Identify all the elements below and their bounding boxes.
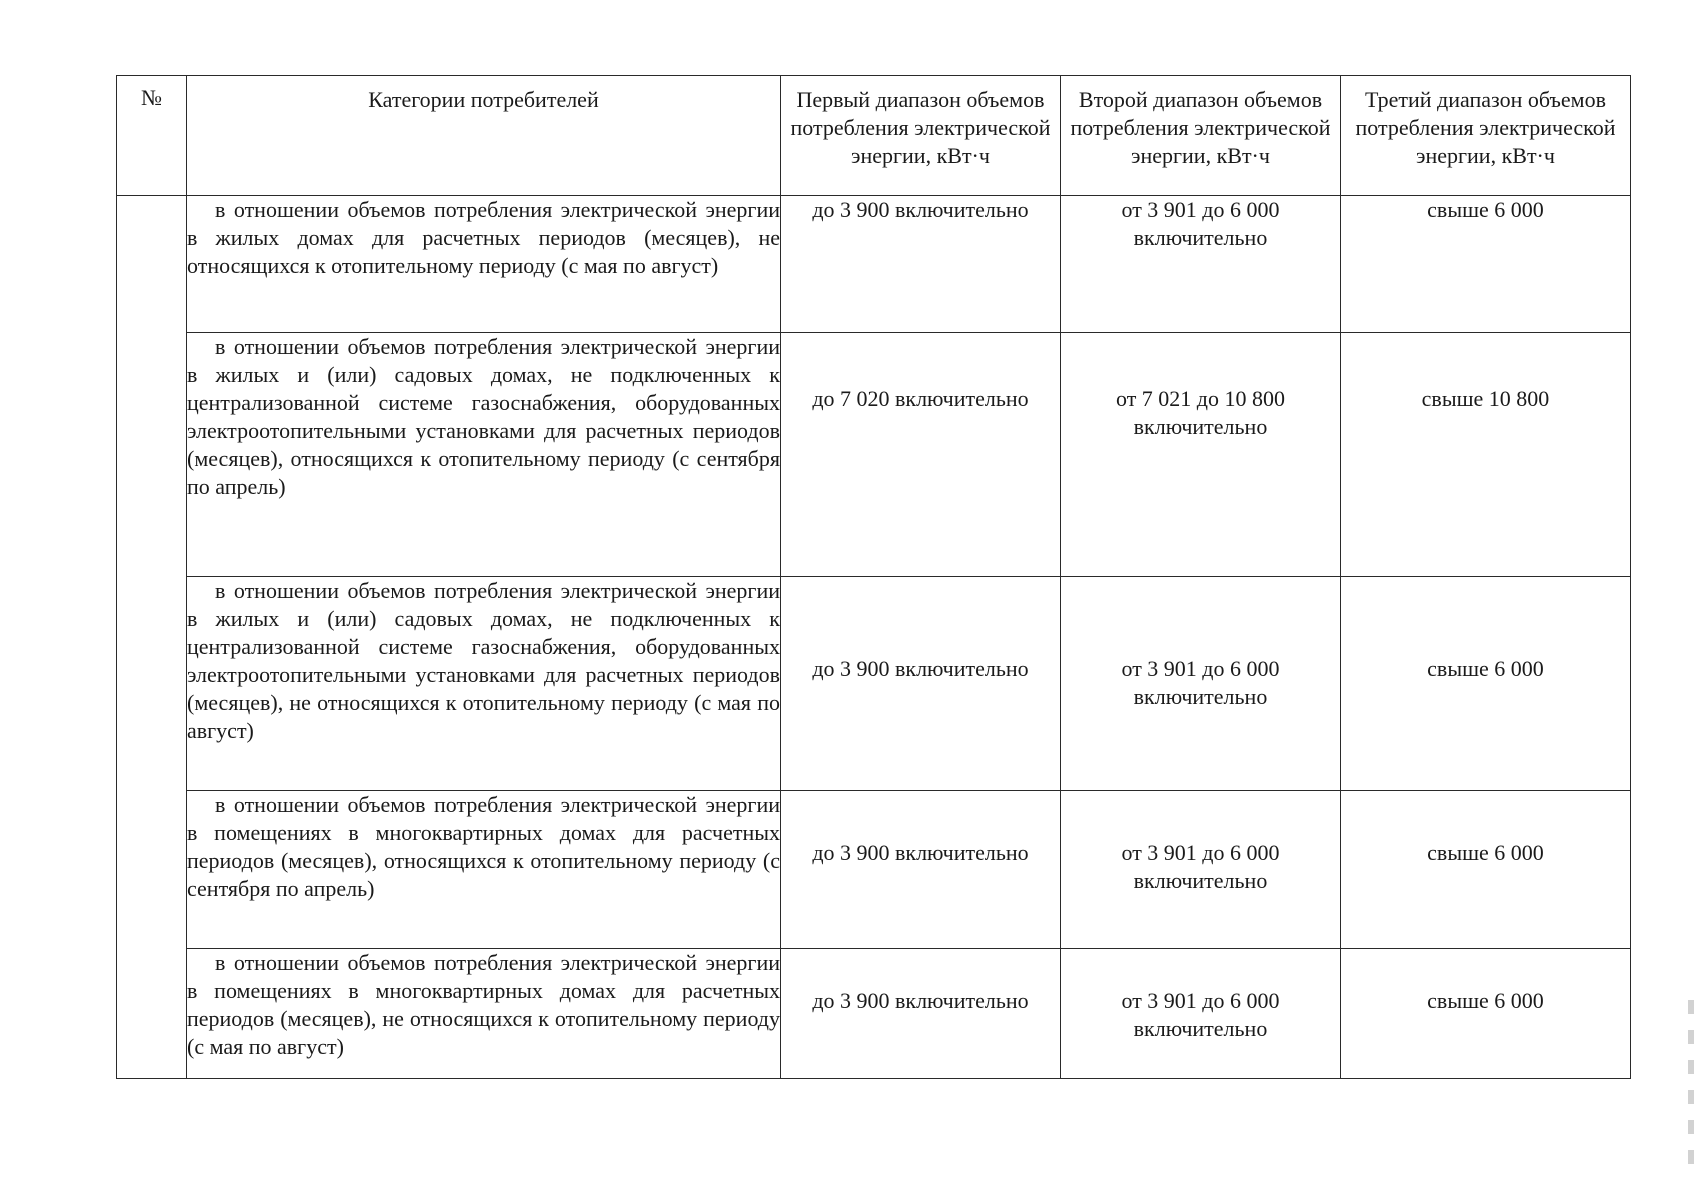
header-number: № [117,76,187,196]
row-number [117,196,187,333]
consumption-ranges-table [116,75,1631,1079]
scan-edge-artifact [1688,1000,1694,1180]
row-range-3: свыше 6 000 [1341,196,1631,333]
row-range-1: до 7 020 включительно [781,332,1061,576]
row-number [117,576,187,790]
row-range-2: от 3 901 до 6 000 включительно [1061,196,1341,333]
table-body [117,196,1631,1079]
table-row [117,576,1631,790]
row-category: в отношении объемов потребления электрической энергии в помещениях в многоквартирных домах для расчетных периодов (месяцев), не относящихся к отопительному периоду (с мая по август) [187,948,781,1079]
table-row [117,948,1631,1079]
table-row [117,790,1631,948]
row-range-1: до 3 900 включительно [781,196,1061,333]
header-category: Категории потребителей [187,76,781,196]
row-range-3: свыше 6 000 [1341,576,1631,790]
row-range-3: свыше 6 000 [1341,790,1631,948]
row-range-2: от 7 021 до 10 800 включительно [1061,332,1341,576]
row-range-3: свыше 10 800 [1341,332,1631,576]
row-range-1: до 3 900 включительно [781,576,1061,790]
row-category: в отношении объемов потребления электрической энергии в жилых и (или) садовых домах, не подключенных к централизованной системе газоснабжения, оборудованных электроотопительными установками для расчетных периодов (месяцев), не относящихся к отопительному периоду (с мая по август) [187,576,781,790]
header-range-1: Первый диапазон объемов потребления электрической энергии, кВт·ч [781,76,1061,196]
row-category: в отношении объемов потребления электрической энергии в жилых домах для расчетных периодов (месяцев), не относящихся к отопительному периоду (с мая по август) [187,196,781,333]
row-range-2: от 3 901 до 6 000 включительно [1061,790,1341,948]
row-category: в отношении объемов потребления электрической энергии в помещениях в многоквартирных домах для расчетных периодов (месяцев), относящихся к отопительному периоду (с сентября по апрель) [187,790,781,948]
table-row [117,332,1631,576]
row-number [117,790,187,948]
row-range-2: от 3 901 до 6 000 включительно [1061,948,1341,1079]
row-range-1: до 3 900 включительно [781,790,1061,948]
header-range-3: Третий диапазон объемов потребления электрической энергии, кВт·ч [1341,76,1631,196]
row-range-2: от 3 901 до 6 000 включительно [1061,576,1341,790]
table-row [117,196,1631,333]
table-header [117,76,1631,196]
row-range-1: до 3 900 включительно [781,948,1061,1079]
header-range-2: Второй диапазон объемов потребления электрической энергии, кВт·ч [1061,76,1341,196]
row-range-3: свыше 6 000 [1341,948,1631,1079]
row-category: в отношении объемов потребления электрической энергии в жилых и (или) садовых домах, не подключенных к централизованной системе газоснабжения, оборудованных электроотопительными установками для расчетных периодов (месяцев), относящихся к отопительному периоду (с сентября по апрель) [187,332,781,576]
row-number [117,332,187,576]
row-number [117,948,187,1079]
header-row [117,76,1631,196]
